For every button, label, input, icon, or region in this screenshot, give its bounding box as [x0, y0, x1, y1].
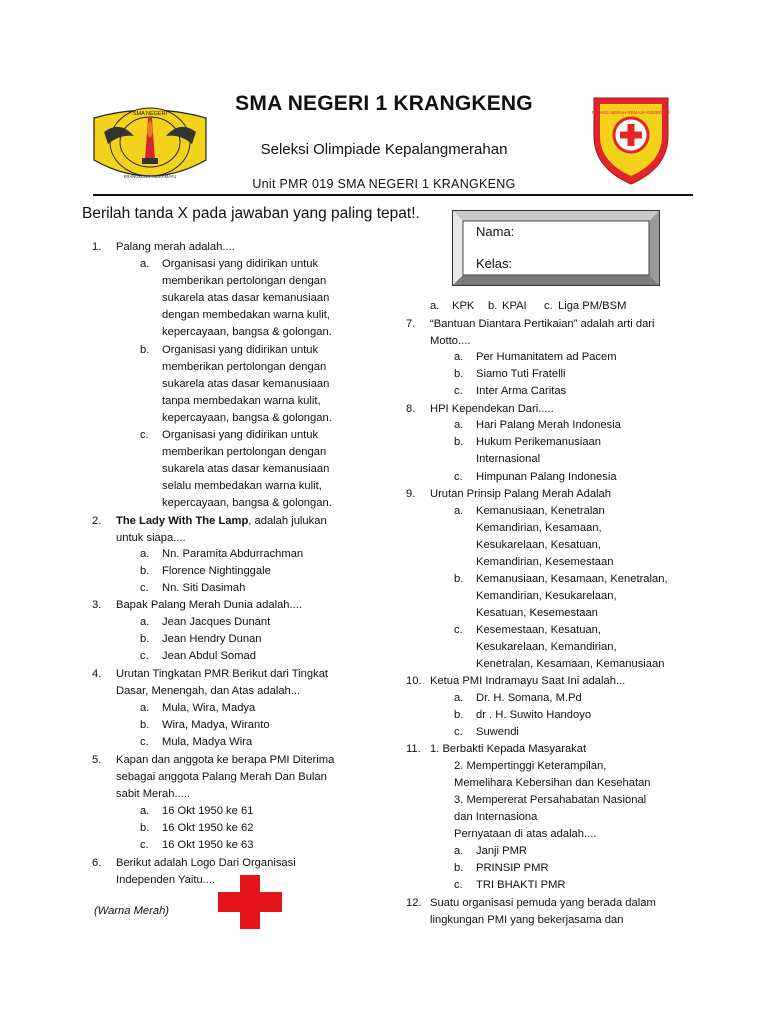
q2-option-b-label: b. [140, 565, 150, 577]
pmr-logo-text: PALANG MERAH REMAJA INDONESIA [591, 110, 671, 115]
q4-option-a: Mula, Wira, Madya [162, 702, 256, 714]
q4-text-line2: Dasar, Menengah, dan Atas adalah... [116, 685, 301, 697]
q11-line4: 3. Mempererat Persahabatan Nasional [454, 794, 647, 806]
q1-option-a-line: memberikan pertolongan dengan [162, 275, 327, 287]
q11-line1: 1. Berbakti Kepada Masyarakat [430, 743, 587, 755]
q10-option-a-label: a. [454, 692, 464, 704]
q4-option-b-label: b. [140, 719, 150, 731]
q9-option-c-line: Kesukarelaan, Kemandirian, [476, 641, 617, 653]
name-label: Nama: [476, 224, 515, 239]
q3-option-a-label: a. [140, 616, 150, 628]
q4-option-c: Mula, Madya Wira [162, 736, 253, 748]
q6-option-a: KPK [452, 300, 475, 312]
q7-option-b: Siamo Tuti Fratelli [476, 368, 566, 380]
q1-option-a-line: dengan membedakan warna kulit, [162, 309, 330, 321]
q1-option-b-line: Organisasi yang didirikan untuk [162, 344, 319, 356]
q2-number: 2. [92, 515, 102, 527]
q9-text: Urutan Prinsip Palang Merah Adalah [430, 488, 611, 500]
q3-option-b: Jean Hendry Dunan [162, 633, 262, 645]
q8-option-a: Hari Palang Merah Indonesia [476, 419, 621, 431]
q4-text-line1: Urutan Tingkatan PMR Berikut dari Tingkat [116, 668, 329, 680]
q3-number: 3. [92, 599, 102, 611]
q2-text-rest: , adalah julukan [248, 515, 327, 527]
q11-line3: Memelihara Kebersihan dan Kesehatan [454, 777, 651, 789]
q11-line2: 2. Mempertinggi Keterampilan, [454, 760, 607, 772]
q1-option-c-line: memberikan pertolongan dengan [162, 446, 327, 458]
q8-option-c: Himpunan Palang Indonesia [476, 471, 617, 483]
q5-option-a: 16 Okt 1950 ke 61 [162, 805, 254, 817]
q2-option-c-label: c. [140, 582, 149, 594]
q3-option-b-label: b. [140, 633, 150, 645]
q9-option-b-line: Kemandirian, Kesukarelaan, [476, 590, 617, 602]
q1-text: Palang merah adalah.... [116, 241, 235, 253]
class-label: Kelas: [476, 256, 513, 271]
q10-option-c-label: c. [454, 726, 463, 738]
q1-option-b-label: b. [140, 344, 150, 356]
q8-option-b-line2: Internasional [476, 453, 541, 465]
q7-text-line2: Motto.... [430, 335, 471, 347]
q7-option-a-label: a. [454, 351, 464, 363]
q9-option-b-label: b. [454, 573, 464, 585]
q8-option-a-label: a. [454, 419, 464, 431]
q3-option-c-label: c. [140, 650, 149, 662]
q6-note: (Warna Merah) [94, 905, 170, 917]
q9-option-a-line: Kesukarelaan, Kesatuan, [476, 539, 602, 551]
red-crescent-emblem [285, 872, 333, 932]
q4-option-c-label: c. [140, 736, 149, 748]
q10-option-b: dr . H. Suwito Handoyo [476, 709, 592, 721]
q11-option-a: Janji PMR [476, 845, 527, 857]
q2-option-a-label: a. [140, 548, 150, 560]
q5-option-c-label: c. [140, 839, 149, 851]
q6-option-c-label: c. [544, 300, 553, 312]
q6-option-a-label: a. [430, 300, 440, 312]
red-cross-emblem [218, 875, 282, 929]
q9-number: 9. [406, 488, 416, 500]
q10-text: Ketua PMI Indramayu Saat Ini adalah... [430, 675, 626, 687]
q7-text-line1: “Bantuan Diantara Pertikaian” adalah arti dari [430, 318, 655, 330]
q3-option-c: Jean Abdul Somad [162, 650, 256, 662]
q2-text [116, 513, 327, 530]
logo-text-top: SMA NEGERI [132, 111, 168, 117]
q8-option-b-label: b. [454, 436, 464, 448]
q1-option-b-line: memberikan pertolongan dengan [162, 361, 327, 373]
q7-option-b-label: b. [454, 368, 464, 380]
q7-number: 7. [406, 318, 416, 330]
q2-text-line2: untuk siapa.... [116, 532, 186, 544]
q9-option-a-line: Kemandirian, Kesamaan, [476, 522, 602, 534]
q9-option-c-label: c. [454, 624, 463, 636]
q1-option-c-line: Organisasi yang didirikan untuk [162, 429, 319, 441]
q10-option-b-label: b. [454, 709, 464, 721]
q5-option-b-label: b. [140, 822, 150, 834]
q11-number: 11. [406, 743, 421, 755]
q3-option-a: Jean Jacques Dunant [162, 616, 271, 628]
q5-text-line2: sebagai anggota Palang Merah Dan Bulan [116, 771, 327, 783]
q6-option-b: KPAI [502, 300, 527, 312]
q5-text-line3: sabit Merah..... [116, 788, 190, 800]
q1-option-c-line: selalu membedakan warna kulit, [162, 480, 322, 492]
q2-bold-text: The Lady With The Lamp [116, 515, 249, 527]
q12-number: 12. [406, 897, 422, 909]
q11-option-c-label: c. [454, 879, 463, 891]
q10-option-c: Suwendi [476, 726, 519, 738]
q1-option-a-line: kepercayaan, bangsa & golongan. [162, 326, 332, 338]
header-divider [93, 194, 693, 196]
q1-option-b-line: kepercayaan, bangsa & golongan. [162, 412, 332, 424]
q1-number: 1. [92, 241, 102, 253]
subtitle: Seleksi Olimpiade Kepalangmerahan [260, 141, 508, 158]
q2-option-b: Florence Nightinggale [162, 565, 271, 577]
q10-number: 10. [406, 675, 422, 687]
name-box [452, 210, 660, 286]
q4-number: 4. [92, 668, 102, 680]
q6-option-b-label: b. [488, 300, 498, 312]
logo-text-bottom: KRANGKENG INDRAMAYU [123, 174, 177, 179]
q8-option-c-label: c. [454, 471, 463, 483]
q8-option-b-line1: Hukum Perikemanusiaan [476, 436, 601, 448]
q1-option-a-label: a. [140, 258, 150, 270]
q9-option-c-line: Kenetralan, Kesamaan, Kemanusiaan [476, 658, 665, 670]
q9-option-b-line: Kemanusiaan, Kesamaan, Kenetralan, [476, 573, 668, 585]
q5-option-c: 16 Okt 1950 ke 63 [162, 839, 254, 851]
instruction: Berilah tanda X pada jawaban yang paling tepat!. [82, 205, 420, 222]
q6-text-line1: Berikut adalah Logo Dari Organisasi [116, 857, 296, 869]
q1-option-a-line: sukarela atas dasar kemanusiaan [162, 292, 330, 304]
q9-option-c-line: Kesemestaan, Kesatuan, [476, 624, 602, 636]
q11-option-c: TRI BHAKTI PMR [476, 879, 566, 891]
q5-number: 5. [92, 754, 102, 766]
q12-text-line1: Suatu organisasi pemuda yang berada dalam [430, 897, 656, 909]
q6-option-c: Liga PM/BSM [558, 300, 627, 312]
q12-text-line2: lingkungan PMI yang bekerjasama dan [430, 914, 624, 926]
unit-line: Unit PMR 019 SMA NEGERI 1 KRANGKENG [252, 177, 516, 191]
q1-option-a-line: Organisasi yang didirikan untuk [162, 258, 319, 270]
q9-option-a-label: a. [454, 505, 464, 517]
q9-option-a-line: Kemanusiaan, Kenetralan [476, 505, 605, 517]
q11-option-b: PRINSIP PMR [476, 862, 549, 874]
q1-option-c-line: sukarela atas dasar kemanusiaan [162, 463, 330, 475]
q2-option-a: Nn. Paramita Abdurrachman [162, 548, 304, 560]
q4-option-a-label: a. [140, 702, 150, 714]
q9-option-b-line: Kesatuan, Kesemestaan [476, 607, 598, 619]
q11-option-b-label: b. [454, 862, 464, 874]
q1-option-b-line: sukarela atas dasar kemanusiaan [162, 378, 330, 390]
q8-text: HPI Kependekan Dari..... [430, 403, 554, 415]
q5-text-line1: Kapan dan anggota ke berapa PMI Diterima [116, 754, 335, 766]
q4-option-b: Wira, Madya, Wiranto [162, 719, 270, 731]
q10-option-a: Dr. H. Somana, M.Pd [476, 692, 582, 704]
q7-option-c: Inter Arma Caritas [476, 385, 567, 397]
q7-option-c-label: c. [454, 385, 463, 397]
q1-option-c-line: kepercayaan, bangsa & golongan. [162, 497, 332, 509]
q7-option-a: Per Humanitatem ad Pacem [476, 351, 617, 363]
q2-option-c: Nn. Siti Dasimah [162, 582, 246, 594]
q3-text: Bapak Palang Merah Dunia adalah.... [116, 599, 302, 611]
q11-option-a-label: a. [454, 845, 464, 857]
q1-option-b-line: tanpa membedakan warna kulit, [162, 395, 321, 407]
q8-number: 8. [406, 403, 416, 415]
q11-line5: dan Internasiona [454, 811, 538, 823]
q5-option-b: 16 Okt 1950 ke 62 [162, 822, 254, 834]
q6-number: 6. [92, 857, 102, 869]
q6-text-line2: Independen Yaitu.... [116, 874, 216, 886]
school-title: SMA NEGERI 1 KRANGKENG [235, 92, 533, 115]
q1-option-c-label: c. [140, 429, 149, 441]
q5-option-a-label: a. [140, 805, 150, 817]
q11-line6: Pernyataan di atas adalah.... [454, 828, 597, 840]
q9-option-a-line: Kemandirian, Kesemestaan [476, 556, 614, 568]
